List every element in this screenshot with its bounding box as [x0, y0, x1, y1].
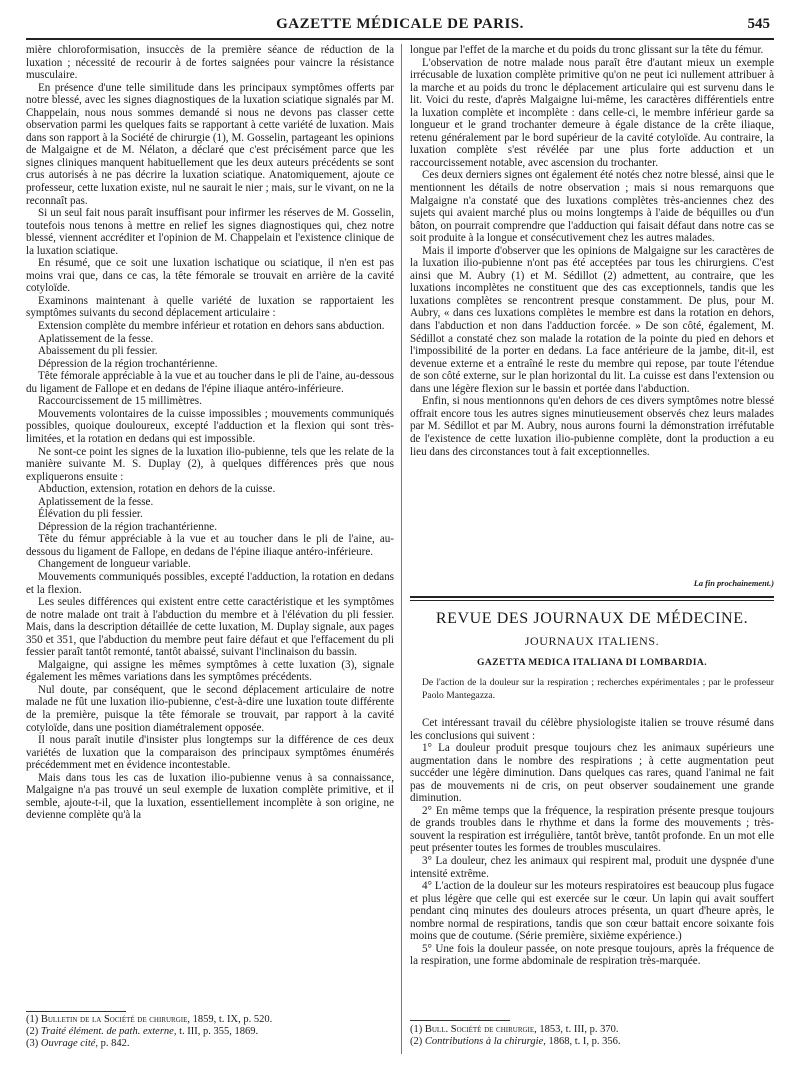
revue-section-title: REVUE DES JOURNAUX DE MÉDECINE. — [435, 610, 749, 627]
paragraph: Tête du fémur appréciable à la vue et au toucher dans le pli de l'aine, au-dessous du ligament de Fallope, en dedans de l'épine iliaque antéro-inférieure. — [26, 533, 394, 558]
paragraph: Tête fémorale appréciable à la vue et au toucher dans le pli de l'aine, au-dessous du ligament de Fallope et en dedans de l'épine iliaque antéro-inférieure. — [26, 370, 394, 395]
footnote-source: Ouvrage cité, — [40, 1038, 99, 1050]
paragraph: Mais il importe d'observer que les opinions de Malgaigne sur les caractères de la luxation ilio-pubienne n'ont pas été acceptées par tous les chirurgiens. C'est ainsi que M. Aubry (1) et M. Sédillot (2) admettent, au contraire, que les luxations incomplètes ne constituent que des cas exceptionnels, tandis que les luxations complètes se rencontrent presque constamment. De plus, pour M. Aubry, « dans ces luxations complètes le membre est dans la rotation en dehors, dans l'abduction et non dans l'adduction forcée. » De son côté, également, M. Sédillot a constaté chez son malade la rotation de la pointe du pied en dehors et l'impossibilité de la porter en dedans. La face antérieure de la jambe, dit-il, est devenue externe et a entraîné le reste du membre qui repose, par toute l'étendue de son côté externe, sur le plan horizontal du lit. La cuisse est dans l'extension ou dans une légère flexion sur le bassin et portée dans l'abduction. — [410, 244, 774, 395]
paragraph: 4° L'action de la douleur sur les moteurs respiratoires est beaucoup plus fugace et plus légère que celle qui est exercée sur le cœur. Un lapin qui avait souffert pendant cinq minutes des douleurs atroces présenta, un quart d'heure après, le nombre normal de respirations, tandis que son cœur battait encore soixante fois moins que de coutume. (Série première, sixième expérience.) — [410, 880, 774, 943]
continuation-note: La fin prochainement.) — [693, 579, 774, 588]
paragraph: Dépression de la région trochantérienne. — [38, 357, 218, 370]
paragraph: En présence d'une telle similitude dans les principaux symptômes offerts par notre blessé, avec les signes diagnostiques de la luxation sciatique signalés par M. Chappelain, nous nous sommes demandé si nous ne devons pas classer cette observation parmi les quelques faits se rapportant à cette variété de luxation. Mais dans son rapport à la Société de chirurgie (1), M. Gosselin, partageant les opinions de Malgaigne et de M. Nélaton, a déclaré que c'est précisément parce que les signes cliniques manquent habituellement que les deux auteurs précédents se sont crus autorisés à ne pas décrire la luxation sciatique. Anatomiquement, ajoute ce professeur, cette luxation existe, nul ne saurait le nier ; mais, sur le vivant, on ne la reconnaît pas. — [26, 81, 394, 207]
footnote-rule-left — [26, 1011, 126, 1012]
paragraph: 5° Une fois la douleur passée, on note presque toujours, après la fréquence de la respiration, une forme abdominale de respiration très-marquée. — [410, 942, 774, 968]
paragraph: Ces deux derniers signes ont également été notés chez notre blessé, ainsi que le mentionnent les détails de notre observation ; mais si nous remarquons que Malgaigne n'a constaté que des luxations complètes très-anciennes chez des sujets qui avaient marché plus ou moins longtemps à l'aide de béquilles ou d'un bâton, on pourrait comprendre que l'adduction qui faisait défaut dans notre cas se soit produite à la longue et consécutivement chez les autres malades. — [410, 169, 774, 245]
footnote-source: Bulletin de la Société de chirurgie, — [40, 1014, 190, 1025]
paragraph: mière chloroformisation, insuccès de la première séance de réduction de la luxation ; nécessité de recourir à de fortes saignées pour vaincre la résistance musculaire. — [26, 44, 394, 82]
footnote-number: (2) — [410, 1036, 425, 1048]
page-number: 545 — [747, 16, 770, 32]
footnote — [26, 1014, 394, 1026]
footnotes-right — [410, 1024, 774, 1048]
footnote-source: Bull. Société de chirurgie, — [424, 1024, 537, 1035]
footnote — [410, 1036, 774, 1048]
right-column — [410, 44, 774, 636]
footnote-number: (1) — [26, 1014, 41, 1025]
footnote — [26, 1038, 394, 1050]
left-column — [26, 44, 394, 1008]
paragraph: Nul doute, par conséquent, que le second déplacement articulaire de notre malade ne fût une luxation ilio-pubienne, c'est-à-dire une luxation toute différente de la première, puisque la tête fémorale se trouvait, par rapport à la cavité cotyloïde, dans une position diamétralement opposée. — [26, 683, 394, 734]
paragraph: En résumé, que ce soit une luxation ischatique ou sciatique, il n'en est pas moins vrai que, dans ce cas, la tête fémorale se trouvait en arrière de la cavité cotyloïde. — [26, 257, 394, 295]
footnote-source: Traité élément. de path. externe, — [40, 1026, 177, 1038]
paragraph: Il nous paraît inutile d'insister plus longtemps sur la différence de ces deux variétés de luxation que la comparaison des principaux symptômes énumérés précédemment met en évidence incontestable. — [26, 734, 394, 772]
paragraph: Aplatissement de la fesse. — [38, 332, 154, 345]
paragraph: Enfin, si nous mentionnons qu'en dehors de ces divers symptômes notre blessé offrait encore tous les autres signes minutieusement observés chez leurs malades par M. Sédillot et par M. Aubry, nous aurons fourni la démonstration irréfutable de l'existence de cette luxation ilio-pubienne complète, dont la production a eu lieu dans des circonstances tout à fait exceptionnelles. — [410, 395, 774, 458]
paragraph: Changement de longueur variable. — [38, 558, 191, 571]
journal-title: GAZETTE MÉDICALE DE PARIS. — [276, 16, 524, 32]
footnote-number: (3) — [26, 1038, 41, 1050]
journal-name: GAZETTA MEDICA ITALIANA DI LOMBARDIA. — [476, 657, 708, 668]
paragraph: L'observation de notre malade nous paraît être d'autant mieux un exemple irrécusable de luxation complète primitive qu'on ne peut ici nullement attribuer à la marche et au poids du tronc le déplacement articulaire qui est survenu dans le lit. Voici du reste, d'après Malgaigne lui-même, les caractères différentiels entre la luxation complète et incomplète : dans celle-ci, le membre inférieur garde sa longueur et le grand trochanter demeure à égale distance de la crête iliaque, retenu généralement par le bord supérieur de la cavité cotyloïde. Au contraire, la luxation complète s'est révélée par une plus forte adduction et un raccourcissement notable, avec ascension du trochanter. — [410, 56, 774, 169]
footnote-source: Contributions à la chirurgie, — [424, 1036, 546, 1048]
section-rule-thick — [410, 596, 774, 598]
article-body — [410, 717, 774, 1009]
paragraph: Les seules différences qui existent entre cette caractéristique et les symptômes de notre malade ont trait à l'abduction du membre et à l'élévation du pli fessier. Mais, dans la description détaillée de cette luxation, M. Duplay signale, aux pages 350 et 351, que l'abduction du membre peut faire défaut et que l'effacement du pli fessier paraît tantôt remonté, tantôt abaissé, suivant l'inclinaison du bassin. — [26, 596, 394, 659]
footnote-details: p. 842. — [98, 1038, 130, 1050]
page-header — [26, 14, 774, 40]
paragraph: Mouvements volontaires de la cuisse impossibles ; mouvements communiqués possibles, quoique douloureux, excepté l'adduction et la flexion qui sont très-limitées, et la rotation en dedans qui est impossible. — [26, 407, 394, 445]
paragraph: 1° La douleur produit presque toujours chez les animaux supérieurs une augmentation dans le nombre des respirations ; à cette augmentation peut succéder une légère diminution. Dans quelques cas rares, quand l'animal ne fait pas de mouvements ni de cris, on peut observer soudainement une grande diminution. — [410, 742, 774, 805]
paragraph: Dépression de la région trachantérienne. — [38, 520, 217, 533]
paragraph: 2° En même temps que la fréquence, la respiration présente presque toujours de grands troubles dans le rhythme et dans la forme des mouvements ; très-souvent la respiration est irrégulière, tantôt brève, tantôt profonde. En un mot elle peut présenter toutes les formes de troubles musculaires. — [410, 804, 774, 855]
paragraph: Abduction, extension, rotation en dehors de la cuisse. — [38, 483, 276, 496]
paragraph: Élévation du pli fessier. — [38, 508, 143, 521]
paragraph: Abaissement du pli fessier. — [38, 345, 158, 358]
paragraph: Examinons maintenant à quelle variété de luxation se rapportaient les symptômes suivants du second déplacement articulaire : — [26, 294, 394, 320]
paragraph: 3° La douleur, chez les animaux qui respirent mal, produit une dyspnée d'une intensité extrême. — [410, 855, 774, 880]
article-title-text: De l'action de la douleur sur la respiration ; recherches expérimentales ; par le professeur Paolo Mantegazza. — [422, 677, 774, 701]
column-divider — [401, 44, 402, 1054]
footnote-details: t. III, p. 355, 1869. — [176, 1026, 259, 1038]
footnote-details: 1868, t. I, p. 356. — [545, 1036, 621, 1048]
paragraph: Aplatissement de la fesse. — [38, 495, 154, 508]
footnotes-left — [26, 1014, 394, 1051]
paragraph: Mouvements communiqués possibles, excepté l'adduction, la rotation en dedans et la flexion. — [26, 570, 394, 596]
footnote-rule-right — [410, 1020, 510, 1021]
footnote-details: 1853, t. III, p. 370. — [536, 1024, 619, 1035]
revue-subsection: JOURNAUX ITALIENS. — [524, 634, 660, 648]
footnote — [410, 1024, 774, 1036]
footnote-details: 1859, t. IX, p. 520. — [190, 1014, 273, 1025]
section-rule-thin — [410, 600, 774, 601]
paragraph: Mais dans tous les cas de luxation ilio-pubienne venus à sa connaissance, Malgaigne n'a pas trouvé un seul exemple de luxation complète primitive, et il semble, ajoute-t-il, que la luxation, essentiellement incomplète à son origine, ne devienne complète qu'à la — [26, 771, 394, 822]
paragraph: Si un seul fait nous paraît insuffisant pour infirmer les réserves de M. Gosselin, toutefois nous tenons à mettre en relief les signes diagnostiques qui, chez notre blessé, viennent accréditer et l'opinion de M. Chappelain et l'existence clinique de la luxation sciatique. — [26, 207, 394, 257]
paragraph: Cet intéressant travail du célèbre physiologiste italien se trouve résumé dans les conclusions qui suivent : — [410, 717, 774, 742]
article-title — [410, 677, 774, 702]
footnote-number: (2) — [26, 1026, 41, 1038]
paragraph: Raccourcissement de 15 millimètres. — [38, 395, 202, 408]
paragraph: longue par l'effet de la marche et du poids du tronc glissant sur la tête du fémur. — [410, 44, 764, 56]
paragraph: Extension complète du membre inférieur et rotation en dehors sans abduction. — [38, 320, 385, 333]
paragraph: Malgaigne, qui assigne les mêmes symptômes à cette luxation (3), signale également les mêmes variations dans les symptômes précédents. — [26, 658, 394, 684]
footnote — [26, 1026, 394, 1038]
footnote-number: (1) — [410, 1024, 425, 1035]
paragraph: Ne sont-ce point les signes de la luxation ilio-pubienne, tels que les relate de la manière suivante M. S. Duplay (2), à quelques différences près que nous expliquerons ensuite : — [26, 445, 394, 483]
